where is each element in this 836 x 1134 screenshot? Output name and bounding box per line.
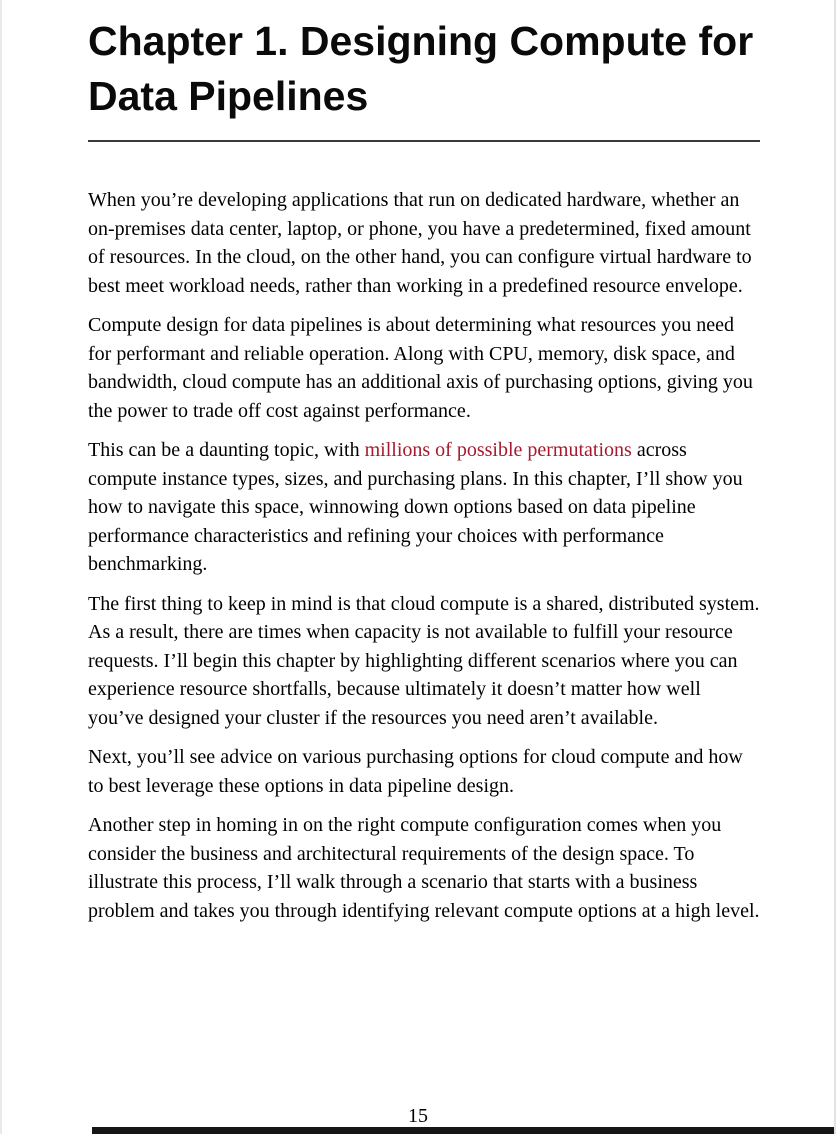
title-rule xyxy=(88,140,760,142)
page-content xyxy=(2,0,834,925)
permutations-link[interactable]: millions of possible permutations xyxy=(364,439,632,461)
paragraph-5: Next, you’ll see advice on various purchasing options for cloud compute and how to best leverage these options in data pipeline design. xyxy=(88,746,743,797)
paragraph-3 xyxy=(88,436,760,579)
paragraph-3-text-before: This can be a daunting topic, with xyxy=(88,439,365,461)
paragraph-1: When you’re developing applications that run on dedicated hardware, whether an on-premises data center, laptop, or phone, you have a predetermined, fixed amount of resources. In the cloud, on the other hand, you can configure virtual hardware to best meet workload needs, rather than working in a predefined resource envelope. xyxy=(88,189,752,297)
chapter-body xyxy=(88,186,760,925)
paragraph-6: Another step in homing in on the right compute configuration comes when you consider the business and architectural requirements of the design space. To illustrate this process, I’ll walk through a scenario that starts with a business problem and takes you through identifying relevant compute options at a high level. xyxy=(88,814,760,922)
paragraph-4: The first thing to keep in mind is that cloud compute is a shared, distributed system. As a result, there are times when capacity is not available to fulfill your resource requests. I’ll begin this chapter by highlighting different scenarios where you can experience resource shortfalls, because ultimately it doesn’t matter how well you’ve designed your cluster if the resources you need aren’t available. xyxy=(88,592,760,729)
page-number: 15 xyxy=(408,1105,428,1127)
bottom-edge-bar xyxy=(92,1127,834,1134)
chapter-title: Chapter 1. Designing Compute for Data Pipelines xyxy=(88,18,754,119)
paragraph-2: Compute design for data pipelines is about determining what resources you need for performant and reliable operation. Along with CPU, memory, disk space, and bandwidth, cloud compute has an additional axis of purchasing options, giving you the power to trade off cost against performance. xyxy=(88,314,753,422)
paragraph-3-text-after: across compute instance types, sizes, and purchasing plans. In this chapter, I’ll show you how to navigate this space, winnowing down options based on data pipeline performance characteristics and refining your choices with performance benchmarking. xyxy=(88,439,743,575)
